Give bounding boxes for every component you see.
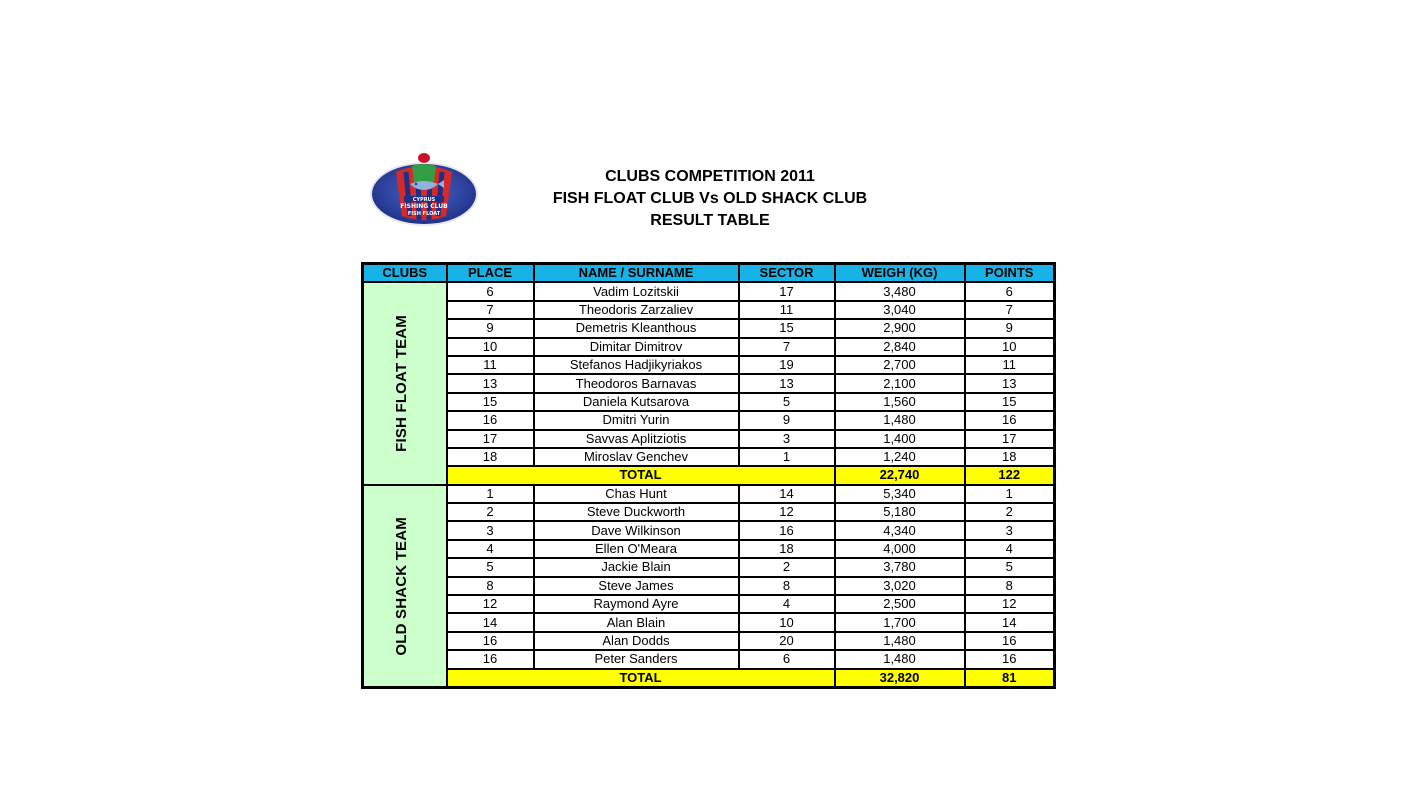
total-points: 122 — [965, 466, 1055, 484]
cell-points: 3 — [965, 521, 1055, 539]
cell-weigh: 3,480 — [835, 282, 965, 300]
cell-points: 7 — [965, 301, 1055, 319]
cell-place: 16 — [447, 632, 534, 650]
cell-sector: 3 — [739, 430, 835, 448]
cell-points: 13 — [965, 374, 1055, 392]
cell-sector: 17 — [739, 282, 835, 300]
result-table-body — [363, 282, 1055, 687]
table-row — [363, 338, 1055, 356]
cell-points: 1 — [965, 485, 1055, 503]
cell-sector: 8 — [739, 577, 835, 595]
cell-points: 16 — [965, 411, 1055, 429]
cell-points: 16 — [965, 650, 1055, 668]
cell-name: Miroslav Genchev — [534, 448, 739, 466]
cell-name: Raymond Ayre — [534, 595, 739, 613]
table-header-row — [363, 264, 1055, 283]
title-line-1: CLUBS COMPETITION 2011 — [605, 168, 815, 185]
table-row — [363, 430, 1055, 448]
cell-weigh: 2,500 — [835, 595, 965, 613]
cell-points: 11 — [965, 356, 1055, 374]
cell-points: 6 — [965, 282, 1055, 300]
cell-weigh: 2,700 — [835, 356, 965, 374]
cell-points: 15 — [965, 393, 1055, 411]
team-name-label: OLD SHACK TEAM — [392, 516, 410, 656]
table-row — [363, 282, 1055, 300]
table-row — [363, 503, 1055, 521]
cell-sector: 9 — [739, 411, 835, 429]
cell-name: Peter Sanders — [534, 650, 739, 668]
cell-name: Chas Hunt — [534, 485, 739, 503]
table-row — [363, 374, 1055, 392]
table-row — [363, 650, 1055, 668]
cell-weigh: 3,020 — [835, 577, 965, 595]
result-table — [361, 262, 1056, 689]
cell-name: Savvas Aplitziotis — [534, 430, 739, 448]
cell-sector: 2 — [739, 558, 835, 576]
cell-name: Ellen O'Meara — [534, 540, 739, 558]
cell-place: 8 — [447, 577, 534, 595]
table-row — [363, 485, 1055, 503]
cell-name: Theodoris Zarzaliev — [534, 301, 739, 319]
cell-points: 16 — [965, 632, 1055, 650]
col-header-weigh: WEIGH (KG) — [835, 264, 965, 283]
col-header-clubs: CLUBS — [363, 264, 447, 283]
cell-place: 11 — [447, 356, 534, 374]
cell-points: 5 — [965, 558, 1055, 576]
cell-name: Dmitri Yurin — [534, 411, 739, 429]
cell-sector: 18 — [739, 540, 835, 558]
cell-sector: 13 — [739, 374, 835, 392]
club-logo — [366, 152, 482, 228]
col-header-place: PLACE — [447, 264, 534, 283]
cell-weigh: 1,480 — [835, 650, 965, 668]
team-name-cell — [363, 485, 447, 688]
cell-sector: 5 — [739, 393, 835, 411]
cell-sector: 15 — [739, 319, 835, 337]
cell-name: Dimitar Dimitrov — [534, 338, 739, 356]
cell-place: 14 — [447, 613, 534, 631]
table-row — [363, 558, 1055, 576]
cell-points: 12 — [965, 595, 1055, 613]
col-header-sector: SECTOR — [739, 264, 835, 283]
cell-weigh: 4,000 — [835, 540, 965, 558]
cell-name: Dave Wilkinson — [534, 521, 739, 539]
cell-place: 15 — [447, 393, 534, 411]
logo-text-line1: CYPRUS — [412, 197, 436, 203]
cell-name: Jackie Blain — [534, 558, 739, 576]
total-weigh: 32,820 — [835, 669, 965, 688]
cell-sector: 6 — [739, 650, 835, 668]
cell-points: 2 — [965, 503, 1055, 521]
cell-weigh: 4,340 — [835, 521, 965, 539]
total-weigh: 22,740 — [835, 466, 965, 484]
cell-sector: 7 — [739, 338, 835, 356]
table-row — [363, 521, 1055, 539]
col-header-name: NAME / SURNAME — [534, 264, 739, 283]
cell-place: 3 — [447, 521, 534, 539]
cell-weigh: 3,780 — [835, 558, 965, 576]
cell-weigh: 1,400 — [835, 430, 965, 448]
table-row — [363, 301, 1055, 319]
cell-points: 4 — [965, 540, 1055, 558]
logo-text-line2: FISHING CLUB — [400, 203, 448, 210]
cell-points: 10 — [965, 338, 1055, 356]
title-line-2: FISH FLOAT CLUB Vs OLD SHACK CLUB — [552, 190, 868, 207]
team-name-cell — [363, 282, 447, 484]
table-row — [363, 356, 1055, 374]
cell-points: 18 — [965, 448, 1055, 466]
col-header-points: POINTS — [965, 264, 1055, 283]
cell-place: 17 — [447, 430, 534, 448]
cell-points: 8 — [965, 577, 1055, 595]
title-line-3: RESULT TABLE — [650, 212, 770, 229]
cell-place: 12 — [447, 595, 534, 613]
cell-place: 4 — [447, 540, 534, 558]
cell-weigh: 2,840 — [835, 338, 965, 356]
cell-weigh: 1,480 — [835, 411, 965, 429]
cell-sector: 10 — [739, 613, 835, 631]
cell-weigh: 1,480 — [835, 632, 965, 650]
cell-points: 14 — [965, 613, 1055, 631]
cell-name: Steve Duckworth — [534, 503, 739, 521]
cell-name: Steve James — [534, 577, 739, 595]
table-row — [363, 595, 1055, 613]
cell-weigh: 2,100 — [835, 374, 965, 392]
cell-weigh: 2,900 — [835, 319, 965, 337]
cell-weigh: 1,560 — [835, 393, 965, 411]
cell-points: 9 — [965, 319, 1055, 337]
total-label: TOTAL — [447, 669, 835, 688]
cell-name: Alan Blain — [534, 613, 739, 631]
cell-place: 1 — [447, 485, 534, 503]
team-name-label: FISH FLOAT TEAM — [392, 315, 410, 452]
cell-sector: 16 — [739, 521, 835, 539]
table-row — [363, 613, 1055, 631]
cell-sector: 12 — [739, 503, 835, 521]
cell-place: 10 — [447, 338, 534, 356]
table-row — [363, 448, 1055, 466]
cell-name: Demetris Kleanthous — [534, 319, 739, 337]
table-row — [363, 393, 1055, 411]
cell-sector: 1 — [739, 448, 835, 466]
total-points: 81 — [965, 669, 1055, 688]
total-label: TOTAL — [447, 466, 835, 484]
cell-place: 13 — [447, 374, 534, 392]
total-row — [363, 466, 1055, 484]
table-row — [363, 577, 1055, 595]
cell-place: 18 — [447, 448, 534, 466]
cell-place: 16 — [447, 411, 534, 429]
table-row — [363, 540, 1055, 558]
cell-name: Stefanos Hadjikyriakos — [534, 356, 739, 374]
cell-place: 9 — [447, 319, 534, 337]
cell-name: Vadim Lozitskii — [534, 282, 739, 300]
cell-name: Daniela Kutsarova — [534, 393, 739, 411]
cell-points: 17 — [965, 430, 1055, 448]
cell-sector: 4 — [739, 595, 835, 613]
cell-weigh: 5,340 — [835, 485, 965, 503]
cell-place: 2 — [447, 503, 534, 521]
cell-place: 5 — [447, 558, 534, 576]
cell-sector: 19 — [739, 356, 835, 374]
cell-place: 7 — [447, 301, 534, 319]
page-title — [490, 166, 930, 232]
cell-name: Theodoros Barnavas — [534, 374, 739, 392]
cell-weigh: 1,240 — [835, 448, 965, 466]
table-row — [363, 319, 1055, 337]
cell-weigh: 3,040 — [835, 301, 965, 319]
cell-name: Alan Dodds — [534, 632, 739, 650]
cell-place: 6 — [447, 282, 534, 300]
logo-text-line3: FISH FLOAT — [407, 211, 441, 217]
cell-place: 16 — [447, 650, 534, 668]
cell-sector: 11 — [739, 301, 835, 319]
cell-sector: 14 — [739, 485, 835, 503]
table-row — [363, 632, 1055, 650]
cell-weigh: 1,700 — [835, 613, 965, 631]
cell-sector: 20 — [739, 632, 835, 650]
total-row — [363, 669, 1055, 688]
cell-weigh: 5,180 — [835, 503, 965, 521]
fishing-club-logo-icon — [366, 152, 482, 228]
table-row — [363, 411, 1055, 429]
